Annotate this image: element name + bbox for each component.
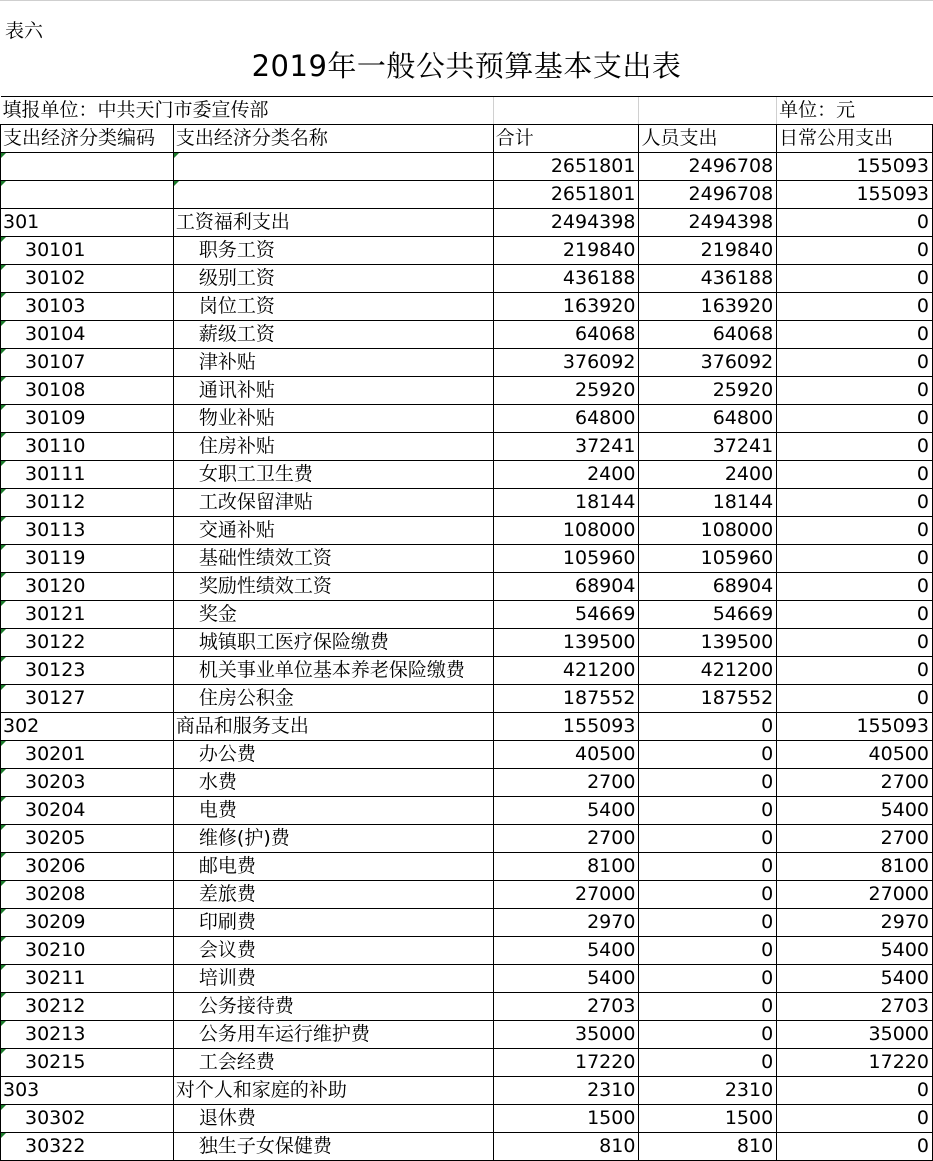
expense-name-cell: 工会经费	[173, 1049, 493, 1077]
public-cell: 155093	[777, 713, 933, 741]
table-row	[1, 321, 933, 349]
expense-name-cell: 商品和服务支出	[173, 713, 493, 741]
total-cell: 219840	[493, 237, 639, 265]
personnel-cell: 25920	[639, 377, 777, 405]
public-cell: 0	[777, 601, 933, 629]
total-cell: 108000	[493, 517, 639, 545]
total-cell: 5400	[493, 797, 639, 825]
personnel-cell: 18144	[639, 489, 777, 517]
expense-name-cell: 女职工卫生费	[173, 461, 493, 489]
public-cell: 35000	[777, 1021, 933, 1049]
public-cell: 0	[777, 209, 933, 237]
expense-code-cell: 302	[1, 713, 174, 741]
personnel-cell: 421200	[639, 657, 777, 685]
expense-name-cell: 独生子女保健费	[173, 1133, 493, 1161]
total-cell: 2970	[493, 909, 639, 937]
expense-name-cell	[173, 153, 493, 181]
table-row	[1, 657, 933, 685]
expense-name-cell: 机关事业单位基本养老保险缴费	[173, 657, 493, 685]
sheet-label: 表六	[5, 20, 44, 42]
expense-name-cell: 津补贴	[173, 349, 493, 377]
expense-code-cell: 30205	[1, 825, 174, 853]
table-row	[1, 517, 933, 545]
table-row	[1, 909, 933, 937]
table-row	[1, 265, 933, 293]
personnel-cell: 0	[639, 965, 777, 993]
total-cell: 105960	[493, 545, 639, 573]
public-cell: 27000	[777, 881, 933, 909]
personnel-cell: 68904	[639, 573, 777, 601]
total-cell: 810	[493, 1133, 639, 1161]
total-cell: 2700	[493, 825, 639, 853]
header-row	[1, 125, 933, 153]
expense-code-cell: 30120	[1, 573, 174, 601]
expense-code-cell: 30208	[1, 881, 174, 909]
expense-code-cell: 30104	[1, 321, 174, 349]
expense-code-cell: 30212	[1, 993, 174, 1021]
expense-code-cell: 30119	[1, 545, 174, 573]
public-cell: 0	[777, 237, 933, 265]
expense-name-cell: 交通补贴	[173, 517, 493, 545]
total-cell: 5400	[493, 937, 639, 965]
expense-name-cell: 岗位工资	[173, 293, 493, 321]
public-cell: 0	[777, 349, 933, 377]
personnel-cell: 0	[639, 993, 777, 1021]
top-border	[0, 0, 933, 1]
personnel-cell: 139500	[639, 629, 777, 657]
table-row	[1, 601, 933, 629]
public-cell: 2700	[777, 825, 933, 853]
public-cell: 0	[777, 461, 933, 489]
personnel-cell: 810	[639, 1133, 777, 1161]
public-cell: 0	[777, 433, 933, 461]
total-cell: 18144	[493, 489, 639, 517]
total-cell: 40500	[493, 741, 639, 769]
total-cell: 155093	[493, 713, 639, 741]
expense-name-cell: 工改保留津贴	[173, 489, 493, 517]
expense-code-cell: 30204	[1, 797, 174, 825]
expense-code-cell: 30102	[1, 265, 174, 293]
expense-name-cell: 物业补贴	[173, 405, 493, 433]
table-row	[1, 237, 933, 265]
total-cell: 68904	[493, 573, 639, 601]
total-cell: 2494398	[493, 209, 639, 237]
total-cell: 376092	[493, 349, 639, 377]
personnel-cell: 0	[639, 909, 777, 937]
table-row	[1, 181, 933, 209]
public-cell: 2703	[777, 993, 933, 1021]
table-row	[1, 1021, 933, 1049]
public-cell: 5400	[777, 937, 933, 965]
expense-name-cell: 住房公积金	[173, 685, 493, 713]
table-row	[1, 797, 933, 825]
currency-unit: 单位：元	[777, 97, 933, 125]
table-row	[1, 629, 933, 657]
personnel-cell: 163920	[639, 293, 777, 321]
table-row	[1, 489, 933, 517]
expense-code-cell: 30213	[1, 1021, 174, 1049]
personnel-cell: 105960	[639, 545, 777, 573]
personnel-cell: 37241	[639, 433, 777, 461]
table-row	[1, 1049, 933, 1077]
expense-code-cell: 30206	[1, 853, 174, 881]
personnel-cell: 64068	[639, 321, 777, 349]
expense-name-cell: 培训费	[173, 965, 493, 993]
expense-name-cell: 薪级工资	[173, 321, 493, 349]
expense-name-cell: 通讯补贴	[173, 377, 493, 405]
total-cell: 35000	[493, 1021, 639, 1049]
expense-code-cell: 30302	[1, 1105, 174, 1133]
table-row	[1, 545, 933, 573]
public-cell: 2700	[777, 769, 933, 797]
personnel-cell: 0	[639, 881, 777, 909]
table-row	[1, 293, 933, 321]
total-cell: 187552	[493, 685, 639, 713]
public-cell: 2970	[777, 909, 933, 937]
table-row	[1, 1133, 933, 1161]
personnel-cell: 108000	[639, 517, 777, 545]
table-row	[1, 405, 933, 433]
expense-code-cell: 30203	[1, 769, 174, 797]
total-cell: 139500	[493, 629, 639, 657]
public-cell: 155093	[777, 181, 933, 209]
public-cell: 0	[777, 1105, 933, 1133]
info-blank	[493, 97, 639, 125]
public-cell: 0	[777, 517, 933, 545]
header-code: 支出经济分类编码	[1, 125, 174, 153]
expense-name-cell: 基础性绩效工资	[173, 545, 493, 573]
table-row	[1, 349, 933, 377]
personnel-cell: 2496708	[639, 153, 777, 181]
table-row	[1, 685, 933, 713]
total-cell: 163920	[493, 293, 639, 321]
expense-name-cell: 公务用车运行维护费	[173, 1021, 493, 1049]
expense-code-cell: 30209	[1, 909, 174, 937]
table-row	[1, 377, 933, 405]
expense-name-cell: 办公费	[173, 741, 493, 769]
total-cell: 2651801	[493, 181, 639, 209]
public-cell: 0	[777, 321, 933, 349]
public-cell: 40500	[777, 741, 933, 769]
expense-name-cell: 印刷费	[173, 909, 493, 937]
public-cell: 0	[777, 573, 933, 601]
fill-unit: 填报单位：中共天门市委宣传部	[1, 97, 494, 125]
table-row	[1, 853, 933, 881]
table-row	[1, 769, 933, 797]
expense-code-cell: 30110	[1, 433, 174, 461]
personnel-cell: 187552	[639, 685, 777, 713]
expense-code-cell	[1, 153, 174, 181]
expense-code-cell: 30109	[1, 405, 174, 433]
personnel-cell: 0	[639, 1021, 777, 1049]
public-cell: 0	[777, 1133, 933, 1161]
header-personnel: 人员支出	[639, 125, 777, 153]
expense-name-cell: 级别工资	[173, 265, 493, 293]
personnel-cell: 2496708	[639, 181, 777, 209]
public-cell: 5400	[777, 965, 933, 993]
public-cell: 0	[777, 685, 933, 713]
expense-code-cell: 30211	[1, 965, 174, 993]
expense-name-cell: 邮电费	[173, 853, 493, 881]
expense-code-cell: 30201	[1, 741, 174, 769]
personnel-cell: 64800	[639, 405, 777, 433]
header-public: 日常公用支出	[777, 125, 933, 153]
personnel-cell: 2494398	[639, 209, 777, 237]
personnel-cell: 0	[639, 825, 777, 853]
personnel-cell: 2400	[639, 461, 777, 489]
expense-name-cell: 对个人和家庭的补助	[173, 1077, 493, 1105]
personnel-cell: 436188	[639, 265, 777, 293]
total-cell: 2310	[493, 1077, 639, 1105]
personnel-cell: 0	[639, 797, 777, 825]
total-cell: 421200	[493, 657, 639, 685]
expense-code-cell: 30112	[1, 489, 174, 517]
expense-code-cell: 30215	[1, 1049, 174, 1077]
table-row	[1, 825, 933, 853]
expense-name-cell: 水费	[173, 769, 493, 797]
total-cell: 2703	[493, 993, 639, 1021]
table-row	[1, 937, 933, 965]
total-cell: 2400	[493, 461, 639, 489]
table-row	[1, 1105, 933, 1133]
total-cell: 27000	[493, 881, 639, 909]
expense-name-cell: 退休费	[173, 1105, 493, 1133]
expense-code-cell: 30210	[1, 937, 174, 965]
expense-name-cell: 维修(护)费	[173, 825, 493, 853]
expense-code-cell: 30108	[1, 377, 174, 405]
info-blank	[639, 97, 777, 125]
total-cell: 37241	[493, 433, 639, 461]
public-cell: 155093	[777, 153, 933, 181]
total-cell: 5400	[493, 965, 639, 993]
table-row	[1, 1077, 933, 1105]
expense-name-cell: 差旅费	[173, 881, 493, 909]
personnel-cell: 0	[639, 713, 777, 741]
table-row	[1, 965, 933, 993]
expense-code-cell: 30107	[1, 349, 174, 377]
public-cell: 0	[777, 293, 933, 321]
total-cell: 64800	[493, 405, 639, 433]
personnel-cell: 0	[639, 853, 777, 881]
expense-name-cell: 奖励性绩效工资	[173, 573, 493, 601]
header-name: 支出经济分类名称	[173, 125, 493, 153]
expense-name-cell	[173, 181, 493, 209]
personnel-cell: 376092	[639, 349, 777, 377]
table-row	[1, 209, 933, 237]
expense-code-cell: 30101	[1, 237, 174, 265]
public-cell: 0	[777, 657, 933, 685]
table-row	[1, 993, 933, 1021]
total-cell: 64068	[493, 321, 639, 349]
total-cell: 25920	[493, 377, 639, 405]
expense-code-cell: 30103	[1, 293, 174, 321]
personnel-cell: 1500	[639, 1105, 777, 1133]
expense-code-cell: 30123	[1, 657, 174, 685]
public-cell: 0	[777, 1077, 933, 1105]
expense-name-cell: 工资福利支出	[173, 209, 493, 237]
personnel-cell: 0	[639, 1049, 777, 1077]
table-title: 2019年一般公共预算基本支出表	[251, 49, 682, 83]
table-row	[1, 881, 933, 909]
total-cell: 8100	[493, 853, 639, 881]
public-cell: 0	[777, 377, 933, 405]
table-row	[1, 741, 933, 769]
header-total: 合计	[493, 125, 639, 153]
total-cell: 2651801	[493, 153, 639, 181]
public-cell: 8100	[777, 853, 933, 881]
table-row	[1, 153, 933, 181]
expense-code-cell: 30322	[1, 1133, 174, 1161]
total-cell: 54669	[493, 601, 639, 629]
expense-code-cell: 30127	[1, 685, 174, 713]
expense-name-cell: 职务工资	[173, 237, 493, 265]
expense-name-cell: 电费	[173, 797, 493, 825]
public-cell: 0	[777, 405, 933, 433]
personnel-cell: 54669	[639, 601, 777, 629]
personnel-cell: 0	[639, 937, 777, 965]
total-cell: 1500	[493, 1105, 639, 1133]
table-row	[1, 713, 933, 741]
expense-name-cell: 公务接待费	[173, 993, 493, 1021]
total-cell: 17220	[493, 1049, 639, 1077]
personnel-cell: 0	[639, 741, 777, 769]
personnel-cell: 2310	[639, 1077, 777, 1105]
expense-code-cell: 30113	[1, 517, 174, 545]
public-cell: 0	[777, 265, 933, 293]
info-row	[1, 97, 933, 125]
public-cell: 5400	[777, 797, 933, 825]
expense-code-cell	[1, 181, 174, 209]
expense-code-cell: 30111	[1, 461, 174, 489]
personnel-cell: 219840	[639, 237, 777, 265]
total-cell: 2700	[493, 769, 639, 797]
expense-code-cell: 30121	[1, 601, 174, 629]
table-row	[1, 461, 933, 489]
public-cell: 0	[777, 489, 933, 517]
expense-code-cell: 30122	[1, 629, 174, 657]
total-cell: 436188	[493, 265, 639, 293]
expense-code-cell: 301	[1, 209, 174, 237]
table-row	[1, 573, 933, 601]
expense-name-cell: 住房补贴	[173, 433, 493, 461]
expense-code-cell: 303	[1, 1077, 174, 1105]
personnel-cell: 0	[639, 769, 777, 797]
budget-table	[0, 96, 933, 1161]
expense-name-cell: 奖金	[173, 601, 493, 629]
expense-name-cell: 会议费	[173, 937, 493, 965]
expense-name-cell: 城镇职工医疗保险缴费	[173, 629, 493, 657]
table-row	[1, 433, 933, 461]
public-cell: 17220	[777, 1049, 933, 1077]
public-cell: 0	[777, 545, 933, 573]
public-cell: 0	[777, 629, 933, 657]
